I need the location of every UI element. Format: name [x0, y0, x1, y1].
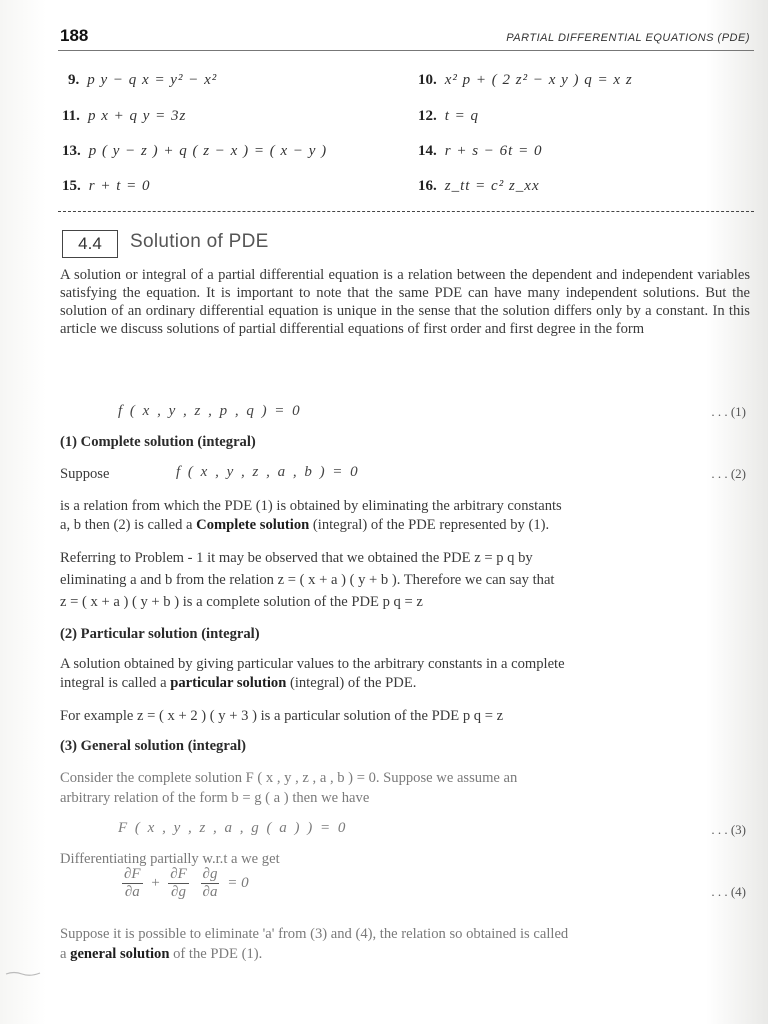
particular-text-post: (integral) of the PDE.: [286, 675, 417, 691]
exercise-equation: r + t = 0: [88, 178, 151, 194]
particular-solution-heading: (2) Particular solution (integral): [60, 626, 260, 642]
exercise-number: 11.: [62, 108, 80, 124]
running-head: PARTIAL DIFFERENTIAL EQUATIONS (PDE): [506, 32, 750, 44]
complete-text-pre: a, b then (2) is called a: [60, 517, 197, 533]
plus-sign: +: [150, 874, 161, 891]
reference-line-1: Referring to Problem - 1 it may be observed that we obtained the PDE z = p q by: [60, 550, 533, 566]
final-text-pre: a: [60, 946, 71, 962]
exercise-number: 12.: [418, 108, 437, 124]
exercise-number: 10.: [418, 72, 437, 88]
exercise-14: [418, 143, 542, 160]
fraction-numerator: ∂F: [124, 866, 141, 882]
equation-1: f ( x , y , z , p , q ) = 0: [118, 403, 302, 419]
fraction-denominator: ∂a: [124, 884, 140, 900]
general-solution-term: general solution: [70, 946, 170, 962]
final-text-line-1: Suppose it is possible to eliminate 'a' from (3) and (4), the relation so obtained is called: [60, 926, 569, 942]
complete-text-line-1: is a relation from which the PDE (1) is obtained by eliminating the arbitrary constants: [60, 498, 562, 514]
exercise-13: [62, 143, 327, 160]
final-text-line-2: [60, 945, 750, 963]
equation-1-tag: . . . (1): [711, 404, 746, 419]
section-number: 4.4: [62, 230, 118, 258]
equals-zero: = 0: [227, 874, 249, 891]
particular-example: For example z = ( x + 2 ) ( y + 3 ) is a particular solution of the PDE p q = z: [60, 708, 504, 724]
exercise-11: [62, 108, 186, 125]
exercise-number: 14.: [418, 143, 437, 159]
suppose-label: Suppose: [60, 466, 110, 482]
particular-text-pre: integral is called a: [60, 675, 171, 691]
equation-4-tag: . . . (4): [711, 884, 746, 899]
fraction-dF-dg: [168, 866, 189, 901]
exercise-equation: p y − q x = y² − x²: [87, 72, 218, 88]
header-rule: [58, 50, 754, 51]
exercise-number: 9.: [68, 72, 80, 88]
differentiating-text: Differentiating partially w.r.t a we get: [60, 851, 280, 867]
exercise-number: 16.: [418, 178, 437, 194]
general-text-line-1: Consider the complete solution F ( x , y , z , a , b ) = 0. Suppose we assume an: [60, 770, 518, 786]
fraction-dg-da: [201, 866, 220, 901]
exercise-equation: p x + q y = 3z: [87, 108, 187, 124]
exercise-15: [62, 178, 151, 195]
fraction-denominator: ∂g: [171, 884, 186, 900]
scan-mark: [4, 968, 44, 978]
general-text-line-2: arbitrary relation of the form b = g ( a ) then we have: [60, 790, 370, 806]
page-number: 188: [60, 26, 89, 45]
exercise-12: [418, 108, 479, 125]
final-text-post: of the PDE (1).: [169, 946, 263, 962]
exercise-number: 15.: [62, 178, 81, 194]
fraction-numerator: ∂F: [170, 866, 187, 882]
equation-3-tag: . . . (3): [711, 822, 746, 837]
particular-text-line-2: [60, 674, 750, 692]
complete-text-line-2: [60, 516, 750, 534]
equation-2: f ( x , y , z , a , b ) = 0: [176, 464, 360, 480]
equation-3: F ( x , y , z , a , g ( a ) ) = 0: [118, 820, 348, 836]
complete-solution-heading: (1) Complete solution (integral): [60, 434, 256, 450]
reference-line-2: eliminating a and b from the relation z = ( x + a ) ( y + b ). Therefore we can say that: [60, 572, 555, 588]
particular-text-line-1: A solution obtained by giving particular values to the arbitrary constants in a complete: [60, 656, 565, 672]
exercise-equation: z_tt = c² z_xx: [444, 178, 540, 194]
exercise-equation: r + s − 6t = 0: [444, 143, 543, 159]
exercise-number: 13.: [62, 143, 81, 159]
equation-4: [118, 866, 249, 901]
complete-text-post: (integral) of the PDE represented by (1).: [309, 517, 550, 533]
fraction-dF-da: [122, 866, 143, 901]
exercise-equation: p ( y − z ) + q ( z − x ) = ( x − y ): [88, 143, 328, 159]
exercise-10: [418, 72, 633, 89]
exercise-equation: t = q: [444, 108, 480, 124]
section-divider: [58, 211, 754, 212]
intro-paragraph: A solution or integral of a partial differential equation is a relation between the dependent and independent variables satisfying the equation. It is important to note that the same PDE can have many independent solutions. But the solution of an ordinary differential equation is unique in the sense that the solution differs only by a constant. In this article we discuss solutions of partial differential equations of first order and first degree in the form: [60, 267, 750, 337]
exercise-equation: x² p + ( 2 z² − x y ) q = x z: [444, 72, 633, 88]
reference-line-3: z = ( x + a ) ( y + b ) is a complete solution of the PDE p q = z: [60, 594, 423, 610]
particular-solution-term: particular solution: [170, 675, 287, 691]
exercise-16: [418, 178, 540, 195]
complete-solution-term: Complete solution: [196, 517, 310, 533]
equation-2-tag: . . . (2): [711, 466, 746, 481]
fraction-denominator: ∂a: [202, 884, 218, 900]
exercise-9: [68, 72, 217, 89]
fraction-numerator: ∂g: [202, 866, 218, 882]
section-title: Solution of PDE: [130, 231, 269, 252]
general-solution-heading: (3) General solution (integral): [60, 738, 247, 754]
